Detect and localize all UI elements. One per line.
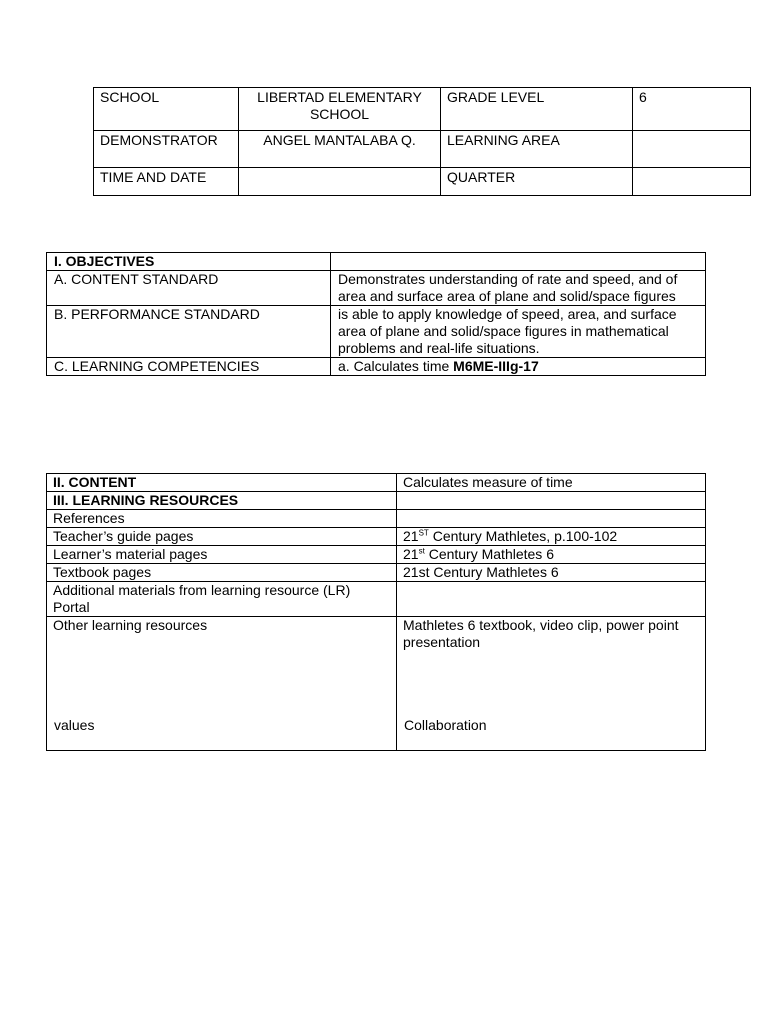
school-label: SCHOOL — [94, 88, 239, 131]
teachers-guide-label: Teacher’s guide pages — [47, 528, 397, 546]
learners-material-sup: st — [418, 546, 425, 556]
learning-resources-label: III. LEARNING RESOURCES — [47, 492, 397, 510]
other-resources-value — [397, 617, 706, 751]
learners-material-rest: Century Mathletes 6 — [424, 546, 554, 562]
objectives-table — [46, 252, 706, 376]
teachers-guide-rest: Century Mathletes, p.100-102 — [428, 528, 618, 544]
demonstrator-label: DEMONSTRATOR — [94, 131, 239, 168]
content-standard-value: Demonstrates understanding of rate and speed, and of area and surface area of plane and solid/space figures — [331, 271, 706, 306]
time-date-value — [239, 168, 441, 196]
learning-competencies-label: C. LEARNING COMPETENCIES — [47, 358, 331, 376]
content-value: Calculates measure of time — [397, 474, 706, 492]
other-resources-text: Other learning resources — [53, 617, 208, 633]
school-value-line2: SCHOOL — [309, 106, 370, 122]
objectives-heading-blank — [331, 253, 706, 271]
content-standard-label: A. CONTENT STANDARD — [47, 271, 331, 306]
learning-resources-blank — [397, 492, 706, 510]
additional-materials-label: Additional materials from learning resource (LR) Portal — [47, 582, 397, 617]
teachers-guide-sup: ST — [418, 528, 429, 538]
other-resources-text-value: Mathletes 6 textbook, video clip, power point presentation — [403, 617, 679, 650]
learning-area-label: LEARNING AREA — [441, 131, 633, 168]
school-value — [239, 88, 441, 131]
teachers-guide-num: 21 — [403, 528, 419, 544]
competency-text: a. Calculates time — [338, 358, 454, 374]
textbook-value: 21st Century Mathletes 6 — [397, 564, 706, 582]
quarter-value — [633, 168, 751, 196]
references-label: References — [47, 510, 397, 528]
textbook-label: Textbook pages — [47, 564, 397, 582]
performance-standard-value: is able to apply knowledge of speed, area, and surface area of plane and solid/space figures in mathematical problems and real-life situations. — [331, 306, 706, 358]
school-info-table — [93, 87, 751, 196]
values-value: Collaboration — [404, 717, 487, 733]
content-resources-table — [46, 473, 706, 751]
other-resources-label — [47, 617, 397, 751]
content-label: II. CONTENT — [47, 474, 397, 492]
objectives-heading: I. OBJECTIVES — [47, 253, 331, 271]
quarter-label: QUARTER — [441, 168, 633, 196]
performance-standard-label: B. PERFORMANCE STANDARD — [47, 306, 331, 358]
teachers-guide-value — [397, 528, 706, 546]
learning-area-value — [633, 131, 751, 168]
learners-material-value — [397, 546, 706, 564]
references-blank — [397, 510, 706, 528]
school-value-line1: LIBERTAD ELEMENTARY — [257, 89, 422, 105]
additional-materials-value — [397, 582, 706, 617]
values-label: values — [54, 717, 95, 733]
demonstrator-value: ANGEL MANTALABA Q. — [239, 131, 441, 168]
learners-material-num: 21 — [403, 546, 419, 562]
learners-material-label: Learner’s material pages — [47, 546, 397, 564]
learning-competencies-value — [331, 358, 706, 376]
grade-level-label: GRADE LEVEL — [441, 88, 633, 131]
time-date-label: TIME AND DATE — [94, 168, 239, 196]
grade-level-value: 6 — [633, 88, 751, 131]
competency-code: M6ME-IIIg-17 — [453, 358, 539, 374]
